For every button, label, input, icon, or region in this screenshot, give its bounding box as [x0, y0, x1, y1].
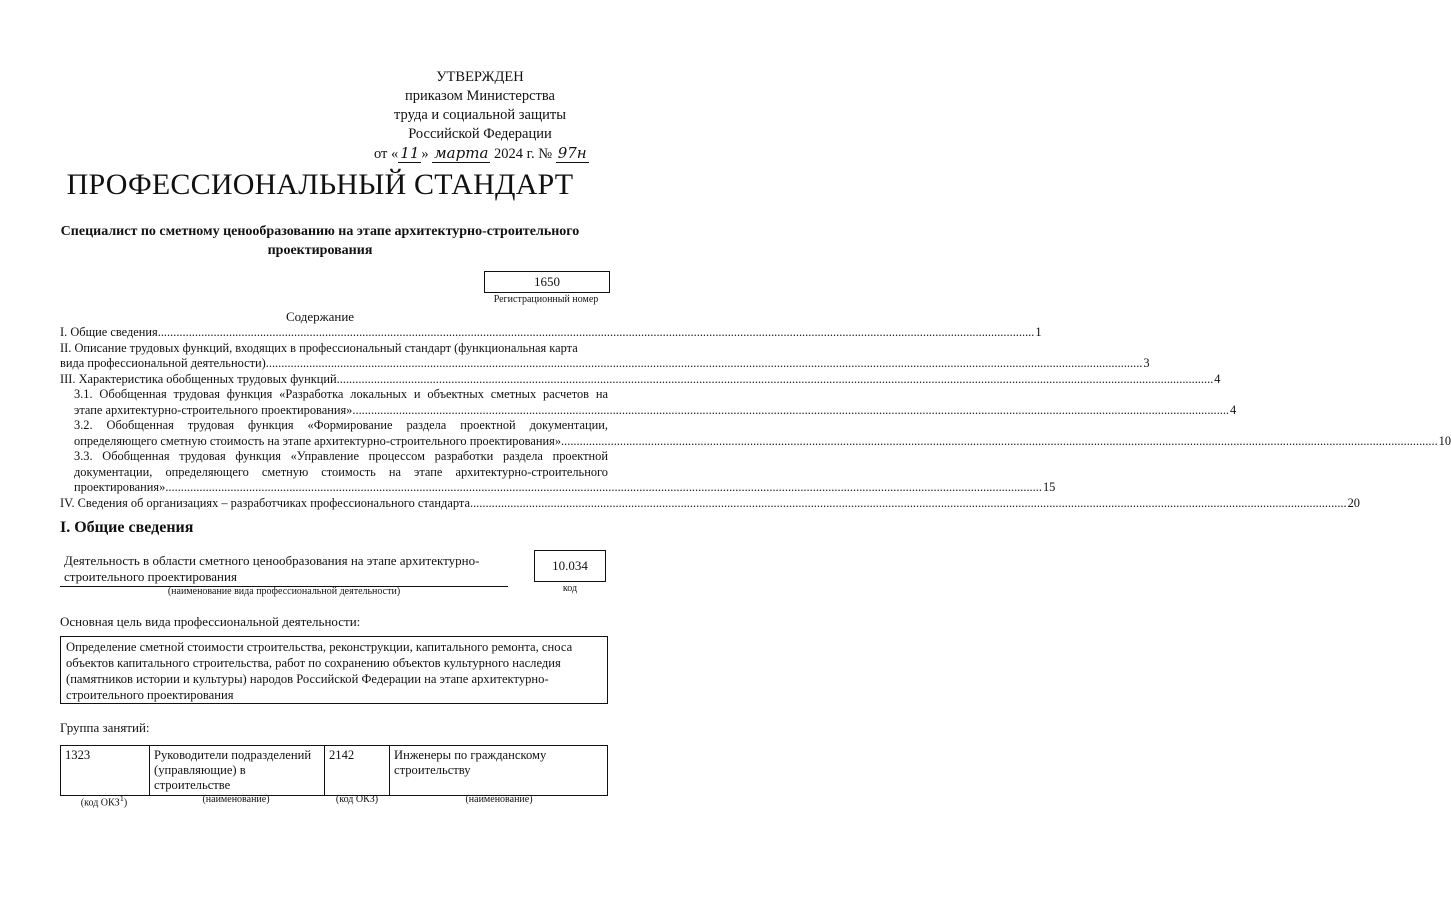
toc-item-text: проектирования» — [74, 480, 166, 494]
activity-name-line: строительного проектирования — [64, 569, 237, 584]
approval-line: УТВЕРЖДЕН — [436, 69, 524, 85]
toc-item-text: вида профессиональной деятельности) — [60, 356, 266, 370]
date-month-handwritten: марта — [434, 144, 489, 162]
toc-line — [74, 480, 1056, 496]
okz-name-caption: (наименование) — [202, 794, 270, 805]
toc-title: Содержание — [285, 309, 355, 324]
occupation-group-label: Группа занятий: — [60, 720, 150, 735]
approval-line: труда и социальной защиты — [394, 107, 566, 123]
toc-page-number: 1 — [1035, 325, 1042, 339]
document-title: ПРОФЕССИОНАЛЬНЫЙ СТАНДАРТ — [66, 168, 574, 201]
toc-item-text: этапе архитектурно-строительного проектирования» — [74, 402, 353, 417]
order-number-handwritten: 97н — [557, 144, 587, 162]
registration-number-box: 1650 — [484, 271, 610, 293]
okz-name-cell: Инженеры по гражданскому строительству — [390, 746, 608, 796]
toc-item-text: II. Описание трудовых функций, входящих в профессиональный стандарт (функциональная карта — [60, 340, 578, 355]
toc-item[interactable] — [60, 371, 1221, 388]
activity-name — [64, 553, 504, 585]
goal-line: объектов капитального строительства, работ по сохранению объектов культурного наследия — [66, 656, 561, 670]
toc-page-number: 4 — [1230, 402, 1237, 417]
approval-line: Российской Федерации — [408, 126, 552, 142]
footnote-marker: 1 — [119, 794, 124, 803]
occupation-group-table — [60, 745, 608, 796]
toc-item-text: 3.2. Обобщенная трудовая функция «Формирование раздела проектной документации, — [74, 418, 608, 432]
okz-name-cell: Руководители подразделений (управляющие) в строительстве — [150, 746, 325, 796]
activity-name-line: Деятельность в области сметного ценообразования на этапе архитектурно- — [64, 553, 480, 568]
okz-code-caption-text: (код ОКЗ — [80, 797, 120, 809]
toc-page-number: 4 — [1214, 371, 1221, 386]
toc-item[interactable] — [60, 449, 1056, 496]
approval-line: приказом Министерства — [405, 88, 555, 104]
toc-item-text: определяющего сметную стоимость на этапе архитектурно-строительного проектирования» — [74, 433, 562, 448]
okz-code-caption — [60, 794, 148, 808]
activity-code-box: 10.034 — [534, 550, 606, 582]
toc-line — [60, 371, 1221, 388]
approval-date — [374, 144, 594, 164]
date-year: 2024 г. № — [490, 146, 553, 162]
table-row — [61, 746, 608, 796]
toc-leader-dots — [165, 480, 1042, 496]
goal-line: (памятников истории и культуры) народов Российской Федерации на этапе архитектурно- — [66, 672, 549, 686]
activity-caption: (наименование вида профессиональной деятельности) — [167, 586, 401, 597]
toc-page-number: 20 — [1347, 495, 1360, 510]
date-day-handwritten: 11 — [400, 144, 420, 162]
toc-leader-dots — [337, 372, 1214, 388]
date-mid: » — [421, 146, 433, 162]
toc-line — [60, 495, 1360, 512]
okz-code-cell: 2142 — [325, 746, 390, 796]
okz-code-caption: (код ОКЗ) — [335, 794, 379, 805]
toc-item[interactable] — [60, 418, 1451, 449]
section-title: I. Общие сведения — [60, 519, 194, 536]
toc-leader-dots — [470, 496, 1347, 512]
goal-line: Определение сметной стоимости строительства, реконструкции, капитального ремонта, сноса — [66, 640, 573, 654]
toc-line — [60, 356, 1150, 372]
toc-item-text: III. Характеристика обобщенных трудовых функций — [60, 371, 337, 386]
toc-page-number: 15 — [1042, 480, 1056, 494]
toc-item[interactable] — [60, 387, 1237, 418]
toc-line — [74, 402, 1237, 419]
toc-line — [60, 325, 1042, 341]
date-prefix: от « — [374, 146, 399, 162]
activity-code-label: код — [562, 583, 578, 594]
table-of-contents — [60, 325, 1451, 511]
document-subtitle: Специалист по сметному ценообразованию на этапе архитектурно-строительного проектирования — [60, 224, 580, 258]
registration-number-label: Регистрационный номер — [493, 294, 599, 305]
toc-page-number: 10 — [1438, 433, 1451, 448]
toc-leader-dots — [266, 356, 1143, 372]
toc-item-text: документации, определяющего сметную стоимость на этапе архитектурно-строительного — [74, 464, 608, 479]
toc-item[interactable] — [60, 340, 1150, 372]
goal-line: строительного проектирования — [66, 688, 234, 702]
okz-code-caption-close: ) — [123, 797, 128, 809]
toc-item-text: I. Общие сведения — [60, 325, 158, 339]
goal-box — [60, 636, 608, 704]
goal-label: Основная цель вида профессиональной деятельности: — [60, 614, 361, 629]
okz-code-cell: 1323 — [61, 746, 150, 796]
toc-page-number: 3 — [1143, 356, 1150, 370]
toc-leader-dots — [158, 325, 1035, 341]
toc-leader-dots — [561, 434, 1438, 450]
toc-item-text: 3.3. Обобщенная трудовая функция «Управление процессом разработки раздела проектной — [74, 449, 608, 463]
approval-block — [370, 68, 590, 164]
okz-name-caption: (наименование) — [465, 794, 533, 805]
toc-line — [74, 433, 1451, 450]
toc-item-text: IV. Сведения об организациях – разработчиках профессионального стандарта — [60, 495, 470, 510]
toc-item-text: 3.1. Обобщенная трудовая функция «Разработка локальных и объектных сметных расчетов на — [74, 387, 608, 401]
toc-item[interactable] — [60, 495, 1360, 512]
toc-leader-dots — [352, 403, 1229, 419]
toc-item[interactable] — [60, 325, 1042, 341]
